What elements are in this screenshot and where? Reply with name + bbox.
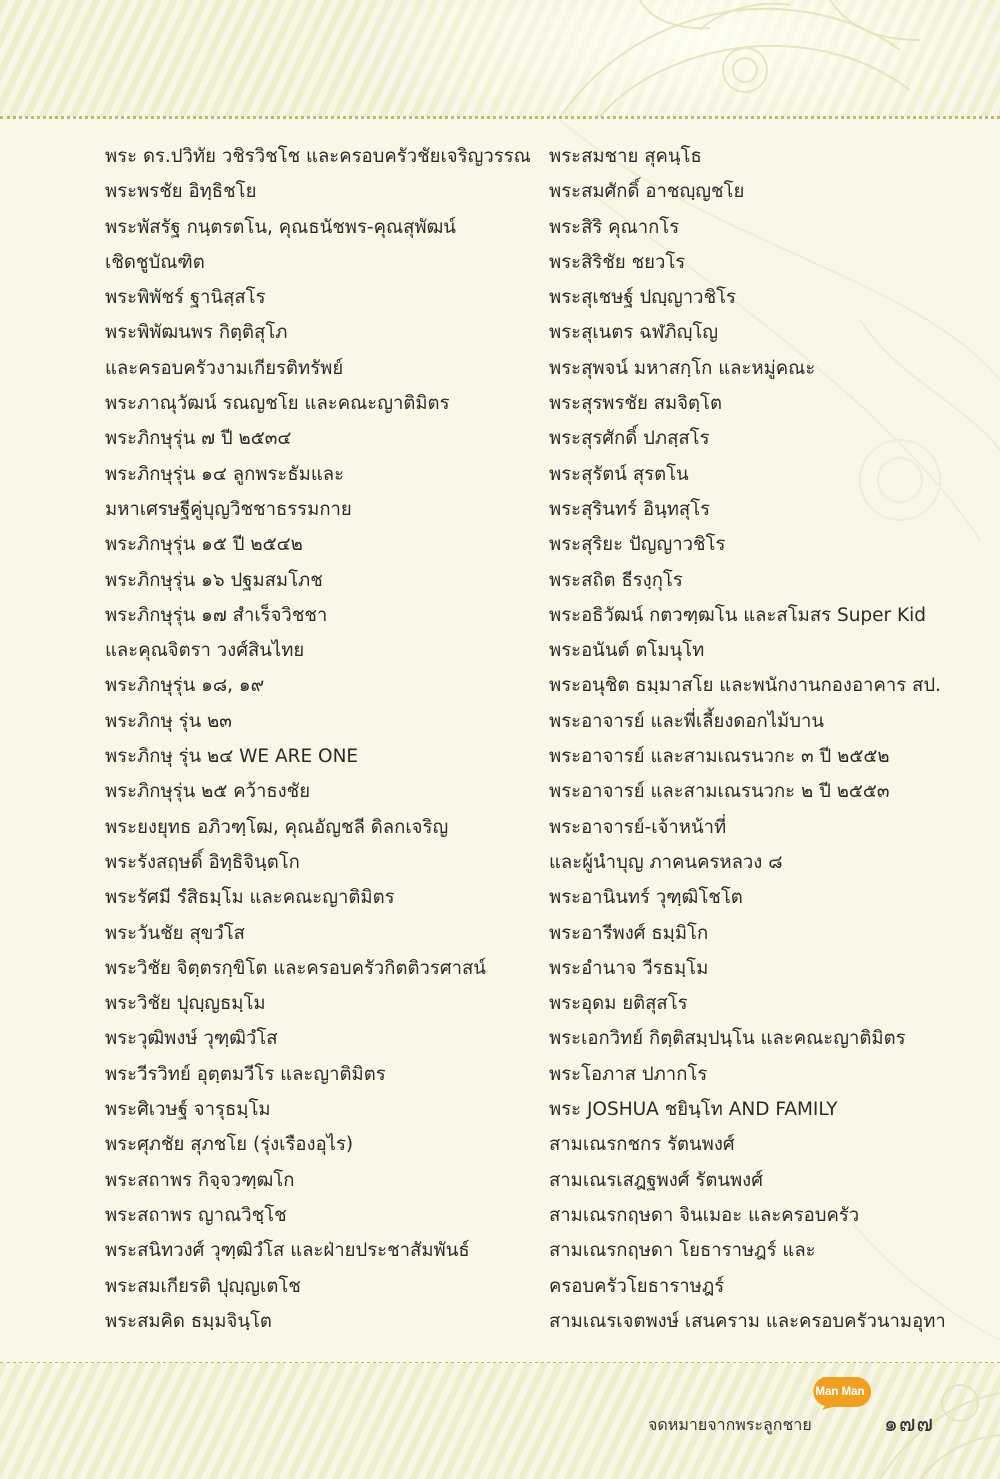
list-item: พระอารีพงศ์ ธมฺมิโก bbox=[549, 922, 709, 944]
list-item: พระพิพัฒนพร กิตฺติสุโภ bbox=[105, 322, 288, 344]
list-item: พระสุริยะ ปัญญาวชิโร bbox=[549, 534, 726, 556]
list-item: พระสถิต ธีรงฺกุโร bbox=[549, 569, 683, 591]
list-item: และครอบครัวงามเกียรติทรัพย์ bbox=[105, 357, 344, 379]
list-item: สามเณรกชกร รัตนพงศ์ bbox=[549, 1134, 735, 1156]
page-number: ๑๗๗ bbox=[884, 1412, 935, 1437]
donor-list-right bbox=[549, 139, 979, 1339]
list-item: พระภิกษุรุ่น ๑๕ ปี ๒๕๔๒ bbox=[105, 534, 303, 556]
list-item: และผู้นำบุญ ภาคนครหลวง ๘ bbox=[549, 851, 783, 873]
list-item: พระอานินทร์ วุฑฺฒิโชโต bbox=[549, 887, 743, 909]
list-item: พระสมเกียรติ ปุญฺญเตโช bbox=[105, 1275, 301, 1297]
list-item: พระอาจารย์ และพี่เลี้ยงดอกไม้บาน bbox=[549, 710, 824, 732]
list-item: พระอนันต์ ตโมนุโท bbox=[549, 640, 705, 662]
list-item: พระภิกษุรุ่น ๑๗ สำเร็จวิชชา bbox=[105, 604, 328, 626]
list-item: พระอาจารย์-เจ้าหน้าที่ bbox=[549, 816, 727, 838]
list-item: พระสุเนตร ฉฬภิญฺโญ bbox=[549, 322, 719, 344]
list-item: สามเณรเสฎฐพงศ์ รัตนพงศ์ bbox=[549, 1169, 763, 1191]
list-item: พระสุพจน์ มหาสกฺโก และหมู่คณะ bbox=[549, 357, 816, 379]
list-item: พระอาจารย์ และสามเณรนวกะ ๓ ปี ๒๕๕๒ bbox=[549, 746, 890, 768]
list-item: พระภาณุวัฒน์ รณญชโย และคณะญาติมิตร bbox=[105, 393, 450, 415]
list-item: พระสุรัตน์ สุรตโน bbox=[549, 463, 689, 485]
list-item: พระสุรศักดิ์ ปภสฺสโร bbox=[549, 428, 710, 450]
list-item: พระภิกษุ รุ่น ๒๓ bbox=[105, 710, 232, 732]
list-item: พระสมคิด ธมฺมจินฺโต bbox=[105, 1310, 272, 1332]
list-item: พระวิชัย ปุญฺญธมฺโม bbox=[105, 993, 266, 1015]
list-item: พระรัศมี รํสิธมฺโม และคณะญาติมิตร bbox=[105, 887, 395, 909]
list-item: พระอนุชิต ธมฺมาสโย และพนักงานกองอาคาร สป. bbox=[549, 675, 941, 697]
list-item: พระสถาพร ญาณวิชฺโช bbox=[105, 1204, 287, 1226]
list-item: พระภิกษุรุ่น ๑๘, ๑๙ bbox=[105, 675, 265, 697]
list-item: และคุณจิตรา วงศ์สินไทย bbox=[105, 640, 305, 662]
list-item: พระวุฒิพงษ์ วุฑฺฒิวํโส bbox=[105, 1028, 278, 1050]
donor-list-left bbox=[105, 139, 535, 1339]
list-item: เชิดชูบัณฑิต bbox=[105, 251, 205, 273]
list-item: พระสมชาย สุคนฺโธ bbox=[549, 146, 702, 167]
list-item: พระภิกษุรุ่น ๑๖ ปฐมสมโภช bbox=[105, 569, 323, 591]
list-item: พระพรชัย อิทฺธิชโย bbox=[105, 181, 257, 203]
list-item: พระอธิวัฒน์ กตวฑฺฒโน และสโมสร Super Kid bbox=[549, 604, 927, 626]
header-band bbox=[0, 0, 1000, 117]
list-item: พระสุรินทร์ อินฺทสุโร bbox=[549, 498, 711, 520]
list-item: พระรังสฤษดิ์ อิทฺธิจินฺตโก bbox=[105, 851, 300, 873]
list-item: พระศุภชัย สุภชโย (รุ่งเรืองอุไร) bbox=[105, 1134, 354, 1156]
list-item: มหาเศรษฐีคู่บุญวิชชาธรรมกาย bbox=[105, 498, 352, 520]
list-item: พระภิกษุรุ่น ๑๔ ลูกพระธัมและ bbox=[105, 463, 345, 485]
list-item: ครอบครัวโยธาราษฎร์ bbox=[549, 1275, 725, 1297]
list-item: พระวันชัย สุขวํโส bbox=[105, 922, 245, 944]
list-item: พระสนิทวงศ์ วุฑฺฒิวํโส และฝ่ายประชาสัมพันธ์ bbox=[105, 1240, 470, 1262]
list-item: พระเอกวิทย์ กิตฺติสมฺปนฺโน และคณะญาติมิตร bbox=[549, 1028, 906, 1050]
list-item: พระวิชัย จิตฺตรกฺขิโต และครอบครัวกิตติวรศาสน์ bbox=[105, 957, 486, 979]
list-item: พระสิริ คุณากโร bbox=[549, 216, 680, 238]
list-item: พระโอภาส ปภากโร bbox=[549, 1063, 708, 1085]
list-item: พระอำนาจ วีรธมฺโม bbox=[549, 957, 709, 979]
list-item: พระสิริชัย ชยวโร bbox=[549, 251, 686, 273]
list-item: พระสถาพร กิจฺจวฑฺฒโก bbox=[105, 1169, 295, 1191]
list-item: พระยงยุทธ อภิวฑฺโฒ, คุณอัญชลี ดิลกเจริญ bbox=[105, 816, 449, 838]
list-item: พระอาจารย์ และสามเณรนวกะ ๒ ปี ๒๕๕๓ bbox=[549, 781, 890, 803]
book-title: จดหมายจากพระลูกชาย bbox=[648, 1415, 812, 1434]
logo-text: Man Man bbox=[815, 1386, 865, 1398]
list-item: พระภิกษุ รุ่น ๒๔ WE ARE ONE bbox=[105, 746, 359, 768]
header-dotted-rule bbox=[0, 116, 1000, 119]
list-item: พระ JOSHUA ชยินฺโท AND FAMILY bbox=[549, 1099, 838, 1121]
list-item: พระพิพัชร์ ฐานิสฺสโร bbox=[105, 287, 266, 309]
list-item: พระ ดร.ปวิทัย วชิรวิชโช และครอบครัวชัยเจริญวรรณ bbox=[105, 146, 531, 167]
list-item: พระพัสรัฐ กนฺตรตโน, คุณธนัชพร-คุณสุพัฒน์ bbox=[105, 216, 456, 238]
list-item: พระสมศักดิ์ อาชญฺญชโย bbox=[549, 181, 745, 203]
list-item: สามเณรกฤษดา จินเมอะ และครอบครัว bbox=[549, 1204, 860, 1226]
list-item: พระสุเชษฐ์ ปญฺญาวชิโร bbox=[549, 287, 736, 309]
list-item: พระภิกษุรุ่น ๒๕ คว้าธงชัย bbox=[105, 781, 311, 803]
list-item: สามเณรกฤษดา โยธาราษฎร์ และ bbox=[549, 1240, 816, 1262]
header-glow bbox=[0, 0, 1000, 117]
list-item: พระศิเวษฐ์ จารุธมฺโม bbox=[105, 1099, 271, 1121]
list-item: พระอุดม ยติสุสโร bbox=[549, 993, 688, 1015]
man-man-logo bbox=[808, 1376, 872, 1410]
list-item: พระวีรวิทย์ อุตฺตมวีโร และญาติมิตร bbox=[105, 1063, 386, 1085]
list-item: สามเณรเจตพงษ์ เสนคราม และครอบครัวนามอุทา bbox=[549, 1310, 946, 1332]
list-item: พระภิกษุรุ่น ๗ ปี ๒๕๓๔ bbox=[105, 428, 292, 450]
list-item: พระสุรพรชัย สมจิตฺโต bbox=[549, 393, 722, 415]
